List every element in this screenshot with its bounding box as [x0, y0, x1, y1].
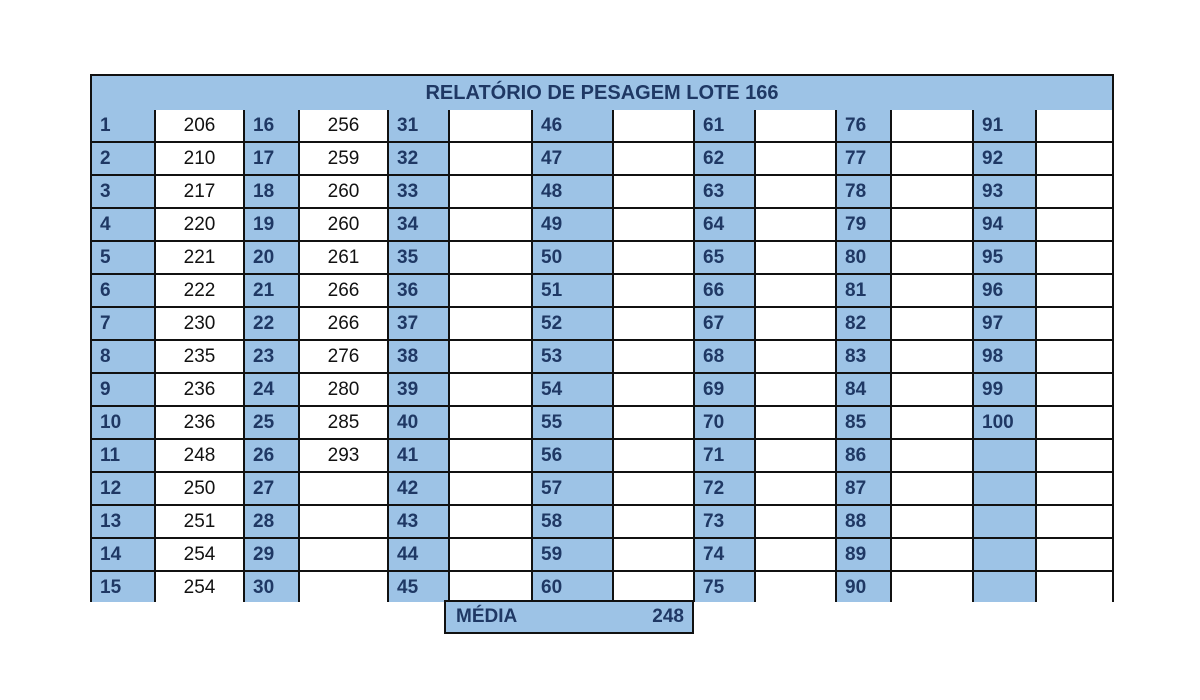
weight-value-cell: [450, 473, 533, 506]
weight-value-cell: [450, 110, 533, 143]
row-number-cell: 87: [837, 473, 892, 506]
row-number-cell: 8: [92, 341, 156, 374]
weight-value-cell: [756, 275, 837, 308]
row-number-cell: 62: [695, 143, 756, 176]
weight-value-cell: [1037, 341, 1112, 374]
weight-value-cell: 222: [156, 275, 245, 308]
row-number-cell: 29: [245, 539, 300, 572]
row-number-cell: 53: [533, 341, 614, 374]
row-number-cell: 97: [974, 308, 1037, 341]
weight-value-cell: [614, 308, 695, 341]
weight-value-cell: [614, 572, 695, 602]
weight-value-cell: [450, 440, 533, 473]
weight-value-cell: 261: [300, 242, 389, 275]
row-number-cell: 3: [92, 176, 156, 209]
row-number-cell: 10: [92, 407, 156, 440]
row-number-cell: 23: [245, 341, 300, 374]
weight-value-cell: [756, 374, 837, 407]
weight-value-cell: 250: [156, 473, 245, 506]
row-number-cell: 14: [92, 539, 156, 572]
weight-value-cell: [892, 341, 974, 374]
weight-value-cell: [756, 176, 837, 209]
row-number-cell: 60: [533, 572, 614, 602]
row-number-cell: 9: [92, 374, 156, 407]
weight-value-cell: [892, 209, 974, 242]
row-number-cell: 91: [974, 110, 1037, 143]
row-number-cell: 45: [389, 572, 450, 602]
row-number-cell: 49: [533, 209, 614, 242]
row-number-cell: 68: [695, 341, 756, 374]
row-number-cell: 80: [837, 242, 892, 275]
weight-value-cell: [450, 242, 533, 275]
weight-value-cell: [756, 242, 837, 275]
weight-value-cell: [1037, 110, 1112, 143]
weight-value-cell: [1037, 209, 1112, 242]
row-number-cell: 79: [837, 209, 892, 242]
row-number-cell: 5: [92, 242, 156, 275]
row-number-cell: 57: [533, 473, 614, 506]
weight-value-cell: [892, 506, 974, 539]
weight-value-cell: [756, 308, 837, 341]
report-title: RELATÓRIO DE PESAGEM LOTE 166: [92, 76, 1112, 112]
row-number-cell: 59: [533, 539, 614, 572]
weight-value-cell: [756, 209, 837, 242]
row-number-cell: 35: [389, 242, 450, 275]
weight-value-cell: 276: [300, 341, 389, 374]
weight-value-cell: [614, 539, 695, 572]
row-number-cell: 26: [245, 440, 300, 473]
row-number-cell: 75: [695, 572, 756, 602]
row-number-cell: 70: [695, 407, 756, 440]
weight-value-cell: [892, 242, 974, 275]
weight-value-cell: [892, 572, 974, 602]
weight-value-cell: [756, 407, 837, 440]
row-number-cell: 81: [837, 275, 892, 308]
row-number-cell: 98: [974, 341, 1037, 374]
row-number-cell: 77: [837, 143, 892, 176]
row-number-cell: 16: [245, 110, 300, 143]
row-number-cell: 19: [245, 209, 300, 242]
row-number-cell: [974, 506, 1037, 539]
weight-value-cell: 266: [300, 275, 389, 308]
row-number-cell: 67: [695, 308, 756, 341]
row-number-cell: 56: [533, 440, 614, 473]
row-number-cell: 24: [245, 374, 300, 407]
row-number-cell: 2: [92, 143, 156, 176]
weight-value-cell: 260: [300, 209, 389, 242]
average-label: MÉDIA: [456, 606, 518, 627]
row-number-cell: 83: [837, 341, 892, 374]
row-number-cell: [974, 473, 1037, 506]
row-number-cell: 82: [837, 308, 892, 341]
row-number-cell: 52: [533, 308, 614, 341]
row-number-cell: 42: [389, 473, 450, 506]
weight-value-cell: [614, 143, 695, 176]
average-box: [444, 600, 694, 634]
row-number-cell: 28: [245, 506, 300, 539]
weight-value-cell: [614, 341, 695, 374]
weight-value-cell: [614, 176, 695, 209]
weight-value-cell: 236: [156, 407, 245, 440]
weight-value-cell: 217: [156, 176, 245, 209]
row-number-cell: [974, 539, 1037, 572]
weight-value-cell: [614, 209, 695, 242]
row-number-cell: 37: [389, 308, 450, 341]
weight-value-cell: [450, 275, 533, 308]
weight-value-cell: [614, 242, 695, 275]
weight-value-cell: 280: [300, 374, 389, 407]
row-number-cell: 100: [974, 407, 1037, 440]
weight-value-cell: 206: [156, 110, 245, 143]
row-number-cell: 89: [837, 539, 892, 572]
row-number-cell: 85: [837, 407, 892, 440]
row-number-cell: 55: [533, 407, 614, 440]
weight-value-cell: [450, 506, 533, 539]
weight-value-cell: [450, 176, 533, 209]
weight-value-cell: 230: [156, 308, 245, 341]
weight-value-cell: [1037, 407, 1112, 440]
row-number-cell: 54: [533, 374, 614, 407]
weight-value-cell: [450, 209, 533, 242]
row-number-cell: 93: [974, 176, 1037, 209]
weight-value-cell: 285: [300, 407, 389, 440]
weight-value-cell: [1037, 176, 1112, 209]
weight-value-cell: [756, 539, 837, 572]
row-number-cell: 44: [389, 539, 450, 572]
row-number-cell: 27: [245, 473, 300, 506]
weight-value-cell: [756, 572, 837, 602]
weight-value-cell: 256: [300, 110, 389, 143]
row-number-cell: 18: [245, 176, 300, 209]
weight-value-cell: [892, 176, 974, 209]
row-number-cell: 17: [245, 143, 300, 176]
weight-value-cell: 248: [156, 440, 245, 473]
weight-value-cell: [892, 440, 974, 473]
weight-value-cell: 236: [156, 374, 245, 407]
weight-value-cell: 251: [156, 506, 245, 539]
weight-value-cell: [1037, 242, 1112, 275]
row-number-cell: 88: [837, 506, 892, 539]
weight-value-cell: [614, 110, 695, 143]
row-number-cell: [974, 440, 1037, 473]
row-number-cell: 39: [389, 374, 450, 407]
average-value: 248: [652, 606, 684, 627]
weight-value-cell: [756, 473, 837, 506]
weight-value-cell: [614, 275, 695, 308]
row-number-cell: 78: [837, 176, 892, 209]
row-number-cell: 33: [389, 176, 450, 209]
weight-value-cell: [1037, 308, 1112, 341]
weight-value-cell: [450, 374, 533, 407]
row-number-cell: 1: [92, 110, 156, 143]
weight-value-cell: [756, 341, 837, 374]
row-number-cell: 64: [695, 209, 756, 242]
row-number-cell: 22: [245, 308, 300, 341]
row-number-cell: 43: [389, 506, 450, 539]
weight-value-cell: [614, 473, 695, 506]
weight-value-cell: [756, 440, 837, 473]
weight-value-cell: [1037, 440, 1112, 473]
weight-value-cell: [450, 539, 533, 572]
weight-value-cell: [450, 341, 533, 374]
row-number-cell: 86: [837, 440, 892, 473]
row-number-cell: 69: [695, 374, 756, 407]
row-number-cell: 50: [533, 242, 614, 275]
weight-value-cell: 235: [156, 341, 245, 374]
weight-value-cell: [614, 407, 695, 440]
row-number-cell: 4: [92, 209, 156, 242]
row-number-cell: 99: [974, 374, 1037, 407]
weight-value-cell: [892, 275, 974, 308]
row-number-cell: 76: [837, 110, 892, 143]
weight-value-cell: [892, 407, 974, 440]
weight-value-cell: [1037, 473, 1112, 506]
row-number-cell: 20: [245, 242, 300, 275]
row-number-cell: 7: [92, 308, 156, 341]
row-number-cell: 31: [389, 110, 450, 143]
row-number-cell: 34: [389, 209, 450, 242]
weight-value-cell: [892, 539, 974, 572]
weight-value-cell: 210: [156, 143, 245, 176]
weight-value-cell: [892, 473, 974, 506]
row-number-cell: 72: [695, 473, 756, 506]
weight-value-cell: [300, 473, 389, 506]
weight-value-cell: [300, 572, 389, 602]
row-number-cell: 51: [533, 275, 614, 308]
weight-value-cell: [756, 110, 837, 143]
weight-value-cell: [1037, 572, 1112, 602]
weight-value-cell: [892, 143, 974, 176]
weight-value-cell: 293: [300, 440, 389, 473]
row-number-cell: 13: [92, 506, 156, 539]
weight-value-cell: 259: [300, 143, 389, 176]
weight-value-cell: [1037, 539, 1112, 572]
weight-value-cell: [300, 539, 389, 572]
weight-value-cell: [756, 143, 837, 176]
weight-value-cell: 220: [156, 209, 245, 242]
row-number-cell: 58: [533, 506, 614, 539]
weight-value-cell: 254: [156, 539, 245, 572]
weight-value-cell: 254: [156, 572, 245, 602]
row-number-cell: 92: [974, 143, 1037, 176]
weight-value-cell: [892, 374, 974, 407]
weight-value-cell: [892, 308, 974, 341]
row-number-cell: 96: [974, 275, 1037, 308]
row-number-cell: 15: [92, 572, 156, 602]
row-number-cell: 11: [92, 440, 156, 473]
row-number-cell: 84: [837, 374, 892, 407]
row-number-cell: 40: [389, 407, 450, 440]
weight-value-cell: [1037, 374, 1112, 407]
weight-value-cell: 266: [300, 308, 389, 341]
weighing-report-table: [90, 74, 1114, 602]
row-number-cell: 21: [245, 275, 300, 308]
row-number-cell: 6: [92, 275, 156, 308]
weight-value-cell: 260: [300, 176, 389, 209]
weight-value-cell: [450, 407, 533, 440]
row-number-cell: 66: [695, 275, 756, 308]
row-number-cell: 65: [695, 242, 756, 275]
row-number-cell: 71: [695, 440, 756, 473]
row-number-cell: 95: [974, 242, 1037, 275]
row-number-cell: 25: [245, 407, 300, 440]
weight-value-cell: [450, 308, 533, 341]
row-number-cell: 90: [837, 572, 892, 602]
row-number-cell: 74: [695, 539, 756, 572]
row-number-cell: 36: [389, 275, 450, 308]
row-number-cell: 41: [389, 440, 450, 473]
row-number-cell: [974, 572, 1037, 602]
weight-value-cell: [756, 506, 837, 539]
row-number-cell: 38: [389, 341, 450, 374]
row-number-cell: 48: [533, 176, 614, 209]
weight-value-cell: [300, 506, 389, 539]
weight-value-cell: [1037, 506, 1112, 539]
row-number-cell: 63: [695, 176, 756, 209]
weight-value-cell: [1037, 143, 1112, 176]
weight-value-cell: [614, 506, 695, 539]
row-number-cell: 47: [533, 143, 614, 176]
row-number-cell: 61: [695, 110, 756, 143]
weight-value-cell: [614, 374, 695, 407]
weight-value-cell: [450, 143, 533, 176]
row-number-cell: 12: [92, 473, 156, 506]
weight-value-cell: 221: [156, 242, 245, 275]
row-number-cell: 32: [389, 143, 450, 176]
row-number-cell: 73: [695, 506, 756, 539]
weight-value-cell: [614, 440, 695, 473]
weight-value-cell: [1037, 275, 1112, 308]
weight-value-cell: [892, 110, 974, 143]
weight-value-cell: [450, 572, 533, 602]
row-number-cell: 46: [533, 110, 614, 143]
row-number-cell: 30: [245, 572, 300, 602]
row-number-cell: 94: [974, 209, 1037, 242]
